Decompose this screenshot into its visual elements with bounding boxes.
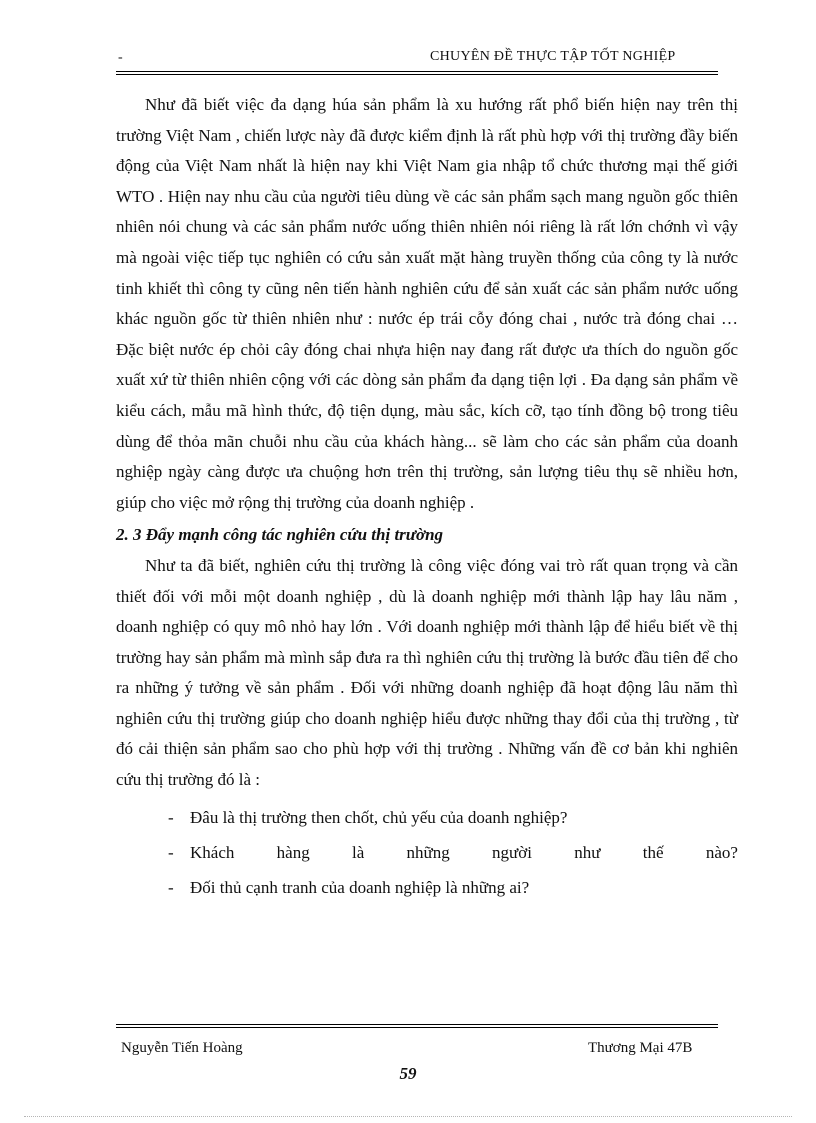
footer-author: Nguyễn Tiến Hoàng [121,1040,243,1056]
page-body [116,90,738,905]
page-number: 59 [399,1064,417,1083]
list-item-text: Đối thủ cạnh tranh của doanh nghiệp là những ai? [190,877,530,897]
list-item [116,835,738,870]
paragraph-market-research: Như ta đã biết, nghiên cứu thị trường là công việc đóng vai trò rất quan trọng và cần thiết đối với mỗi một doanh nghiệp , dù là doanh nghiệp mới thành lập hay lâu năm , doanh nghiệp có quy mô nhỏ hay lớn . Với doanh nghiệp mới thành lập để hiểu biết về thị trường hay sản phẩm mà mình sắp đưa ra thì nghiên cứu thị trường là bước đầu tiên để cho ra những ý tưởng về sản phẩm . Đối với những doanh nghiệp đã hoạt động lâu năm thì nghiên cứu thị trường giúp cho doanh nghiệp hiểu được những thay đổi của thị trường , từ đó cải thiện sản phẩm sao cho phù hợp với thị trường . Những vấn đề cơ bản khi nghiên cứu thị trường đó là : [116,555,738,790]
word: là [351,842,365,862]
question-list [116,800,738,905]
bullet-dash: - [168,842,174,862]
footer-rule [116,1024,718,1028]
word: nào? [705,842,738,862]
word: thế [642,842,664,862]
list-item-text: Đâu là thị trường then chốt, chủ yếu của doanh nghiệp? [190,807,568,827]
word: người [492,842,532,862]
word: hàng [276,842,310,862]
list-item [116,800,738,835]
bullet-dash: - [168,807,174,827]
header-rule [116,71,718,75]
header-dash: - [118,50,123,65]
footer-class: Thương Mại 47B [588,1040,693,1056]
word: như [574,842,601,862]
bullet-dash: - [168,877,174,897]
header-title: CHUYÊN ĐỀ THỰC TẬP TỐT NGHIỆP [430,49,676,64]
section-heading: 2. 3 Đẩy mạnh công tác nghiên cứu thị trường [116,525,444,545]
paragraph-diversification: Như đã biết việc đa dạng húa sản phẩm là xu hướng rất phổ biến hiện nay trên thị trường Việt Nam , chiến lược này đã được kiểm định là rất phù hợp với thị trường đầy biến động của Việt Nam nhất là hiện nay khi Việt Nam gia nhập tổ chức thương mại thế giới WTO . Hiện nay nhu cầu của người tiêu dùng về các sản phẩm sạch mang nguồn gốc thiên nhiên nói chung và các sản phẩm nước uống thiên nhiên nói riêng là rất lớn chớnh vì vậy mà ngoài việc tiếp tục nghiên có cứu sản xuất mặt hàng truyền thống của công ty là nước tinh khiết thì công ty cũng nên tiến hành nghiên cứu để sản xuất các sản phẩm nước uống khác nguồn gốc từ thiên nhiên như : nước ép trái cỗy đóng chai , nước trà đóng chai … Đặc biệt nước ép chỏi cây đóng chai nhựa hiện nay đang rất được ưa thích do nguồn gốc xuất xứ từ thiên nhiên cộng với các dòng sản phẩm đa dạng tiện lợi . Đa dạng sản phẩm về kiểu cách, mẫu mã hình thức, độ tiện dụng, màu sắc, kích cỡ, tạo tính đồng bộ trong tiêu dùng để thỏa mãn chuỗi nhu cầu của khách hàng... sẽ làm cho các sản phẩm của doanh nghiệp ngày càng được ưa chuộng hơn trên thị trường, sản lượng tiêu thụ sẽ nhiều hơn, giúp cho việc mở rộng thị trường của doanh nghiệp . [116,95,738,512]
page-edge-line [24,1116,792,1117]
list-item [116,870,738,905]
word: Khách [190,842,235,862]
list-item-text [190,835,738,870]
word: những [406,842,450,862]
